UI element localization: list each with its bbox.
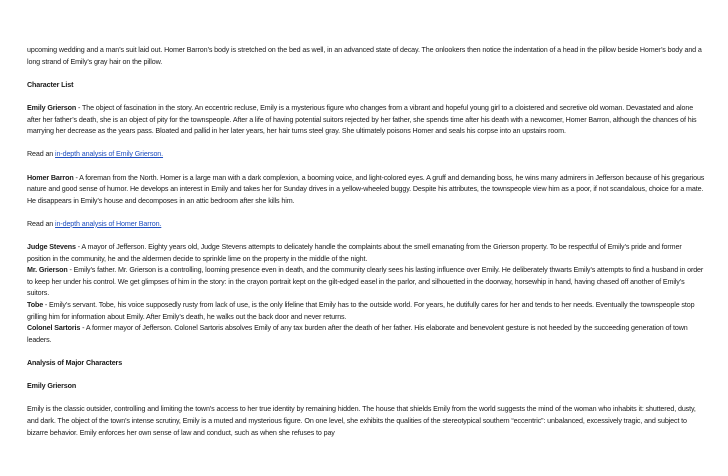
emily-grierson-description: - The object of fascination in the story. An eccentric recluse, Emily is a mysterious figure who changes from a vibrant and hopeful young girl to a cloistered and secretive old woman. Devastated and alone after her father’s death, she is an object of pity for the townspeople. After a life of having potential suitors rejected by her father, she spends time after his death with a newcomer, Homer Barron, although the chances of his marrying her decrease as the years pass. Bloated and pallid in her later years, her hair turns steel gray. She ultimately poisons Homer and seals his corpse into an upstairs room. xyxy=(27,103,697,136)
analysis-subheading: Emily Grierson xyxy=(27,382,77,391)
judge-stevens-name: Judge Stevens xyxy=(27,243,76,252)
colonel-sartoris-name: Colonel Sartoris xyxy=(27,324,81,333)
spacer xyxy=(27,393,707,405)
spacer xyxy=(27,138,707,150)
colonel-sartoris-entry xyxy=(27,323,707,346)
tobe-description: - Emily’s servant. Tobe, his voice supposedly rusty from lack of use, is the only lifeline that Emily has to the outside world. For years, he dutifully cares for her and tends to her needs. Eventually the townspeople stop grilling him for information about Emily. After Emily’s death, he walks out the back door and never returns. xyxy=(27,301,695,321)
mr-grierson-entry xyxy=(27,265,707,300)
intro-paragraph: upcoming wedding and a man’s suit laid out. Homer Barron’s body is stretched on the bed as well, in an advanced state of decay. The onlookers then notice the indentation of a head in the pillow beside Homer’s body and a long strand of Emily’s gray hair on the pillow. xyxy=(27,46,702,66)
spacer xyxy=(27,207,707,219)
homer-barron-name: Homer Barron xyxy=(27,173,74,182)
spacer xyxy=(27,370,707,382)
spacer xyxy=(27,68,707,80)
emily-grierson-entry xyxy=(27,103,707,138)
emily-analysis-link[interactable]: in-depth analysis of Emily Grierson. xyxy=(55,150,164,159)
tobe-name: Tobe xyxy=(27,301,44,310)
emily-grierson-name: Emily Grierson xyxy=(27,103,77,112)
spacer xyxy=(27,91,707,103)
mr-grierson-description: - Emily’s father. Mr. Grierson is a controlling, looming presence even in death, and the community clearly sees his lasting influence over Emily. He deliberately thwarts Emily’s attempts to find a husband in order to keep her under his control. We get glimpses of him in the story: in the crayon portrait kept on the gilt-edged easel in the parlor, and silhouetted in the doorway, horsewhip in hand, having chased off another of Emily’s suitors. xyxy=(27,266,704,298)
document-page xyxy=(27,45,707,439)
analysis-paragraph: Emily is the classic outsider, controlling and limiting the town’s access to her true identity by remaining hidden. The house that shields Emily from the world suggests the mind of the woman who inhabits it: shuttered, dusty, and dark. The object of the town’s intense scrutiny, Emily is a muted and mysterious figure. On one level, she exhibits the qualities of the stereotypical southern “eccentric”: unbalanced, excessively tragic, and subject to bizarre behavior. Emily enforces her own sense of law and conduct, such as when she refuses to pay xyxy=(27,405,696,437)
emily-read-prefix: Read an xyxy=(27,150,56,159)
colonel-sartoris-description: - A former mayor of Jefferson. Colonel Sartoris absolves Emily of any tax burden after the death of her father. His elaborate and benevolent gesture is not heeded by the succeeding generation of town leaders. xyxy=(27,324,688,344)
judge-stevens-entry xyxy=(27,242,707,265)
homer-barron-description: - A foreman from the North. Homer is a large man with a dark complexion, a booming voice, and light-colored eyes. A gruff and demanding boss, he wins many admirers in Jefferson because of his gregarious nature and good sense of humor. He develops an interest in Emily and takes her for Sunday drives in a yellow-wheeled buggy. Despite his attributes, the townspeople view him as a poor, if not scandalous, choice for a mate. He disappears in Emily’s house and decomposes in an attic bedroom after she kills him. xyxy=(27,173,705,205)
homer-analysis-read-line xyxy=(27,219,707,231)
homer-read-prefix: Read an xyxy=(27,219,56,228)
spacer xyxy=(27,346,707,358)
homer-analysis-link[interactable]: in-depth analysis of Homer Barron. xyxy=(55,219,162,228)
tobe-entry xyxy=(27,300,707,323)
homer-barron-entry xyxy=(27,173,707,208)
spacer xyxy=(27,161,707,173)
analysis-heading: Analysis of Major Characters xyxy=(27,359,123,368)
judge-stevens-description: - A mayor of Jefferson. Eighty years old, Judge Stevens attempts to delicately handle the complaints about the smell emanating from the Grierson property. To be respectful of Emily’s pride and former position in the community, he and the aldermen decide to sprinkle lime on the property in the middle of the night. xyxy=(27,243,682,263)
mr-grierson-name: Mr. Grierson xyxy=(27,266,68,275)
spacer xyxy=(27,231,707,243)
character-list-heading: Character List xyxy=(27,80,74,89)
emily-analysis-read-line xyxy=(27,149,707,161)
